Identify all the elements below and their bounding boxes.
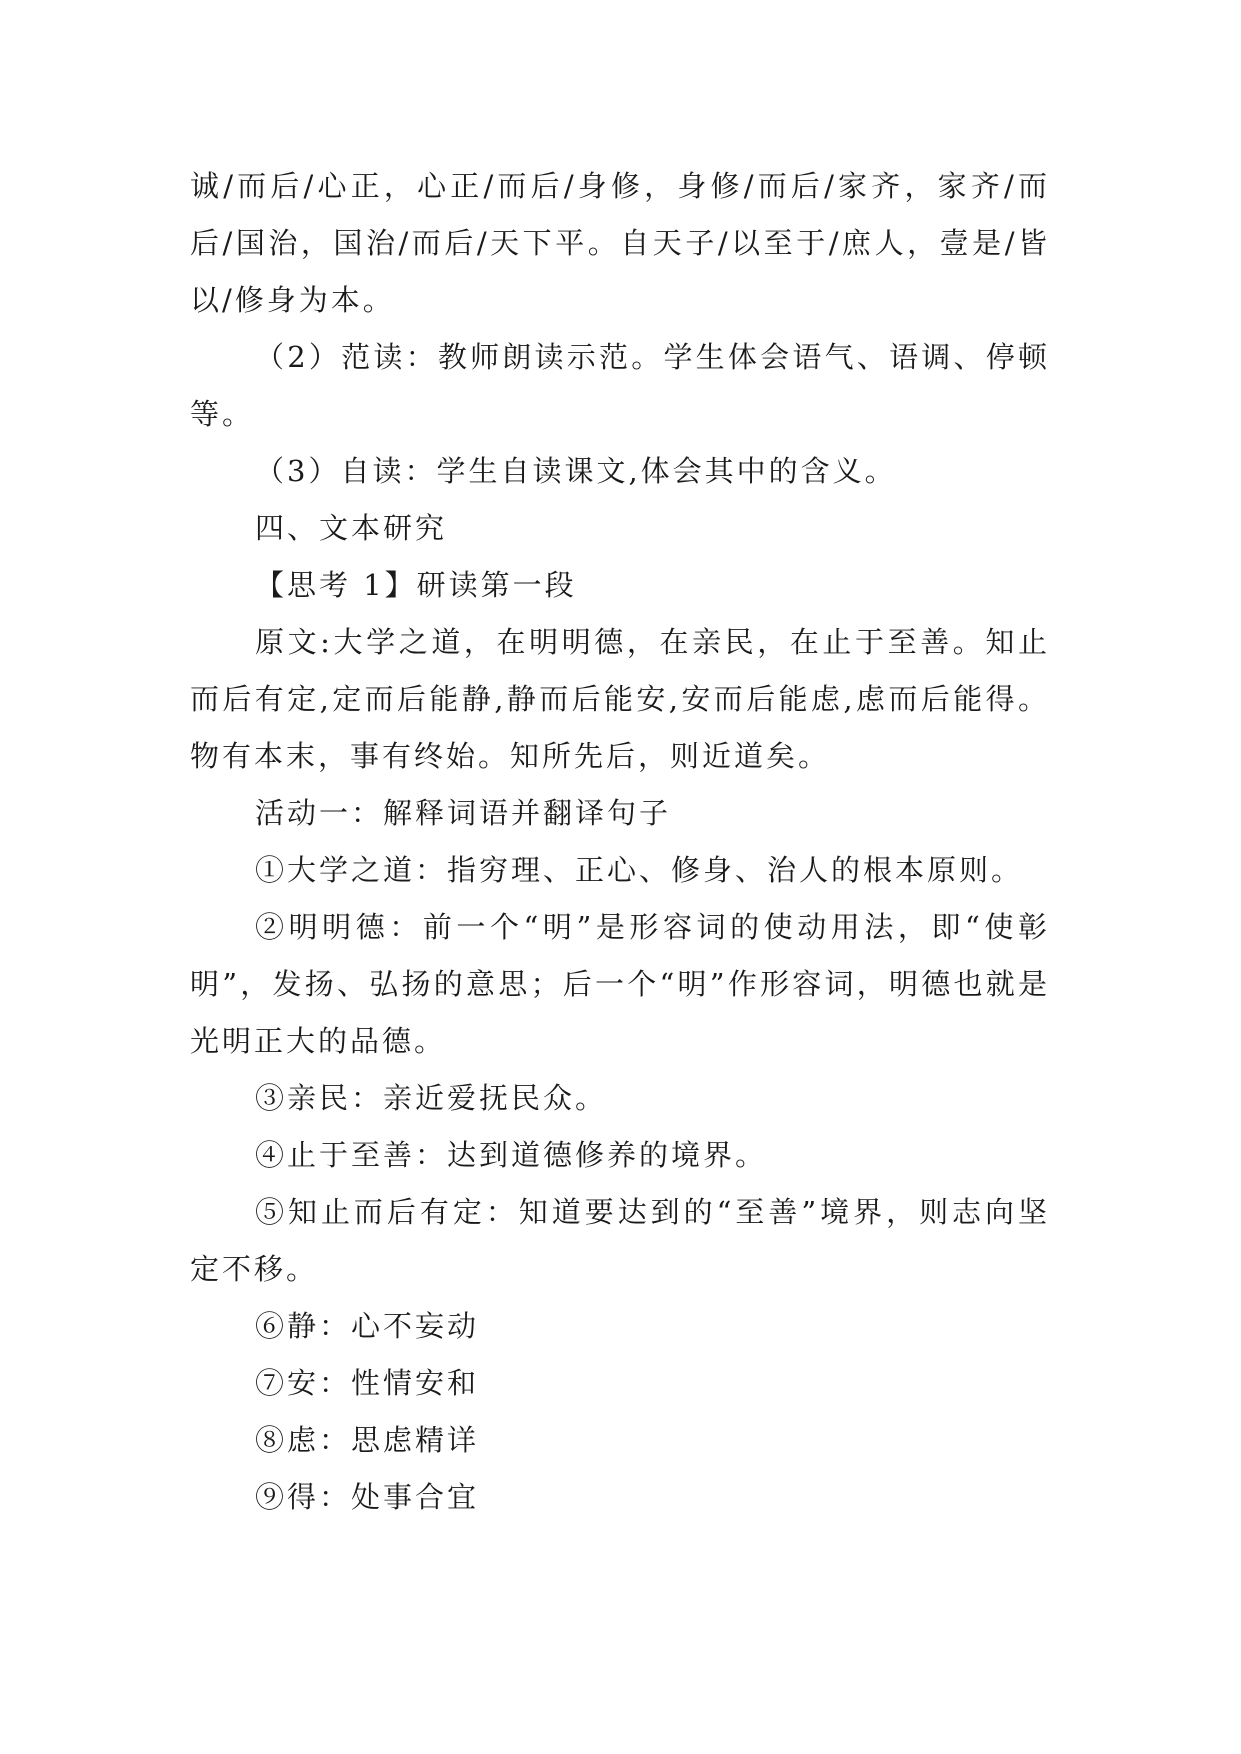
gloss-item: ⑨得：处事合宜 bbox=[255, 1480, 480, 1514]
paragraph-continuation: 诚/而后/心正，心正/而后/身修，身修/而后/家齐，家齐/而后/国治，国治/而后/天下平。自天子/以至于/庶人，壹是/皆以/修身为本。 bbox=[190, 169, 1050, 317]
gloss-item: ②明明德：前一个“明”是形容词的使动用法，即“使彰明”，发扬、弘扬的意思；后一个“明”作形容词，明德也就是光明正大的品德。 bbox=[190, 910, 1050, 1058]
gloss-item: ①大学之道：指穷理、正心、修身、治人的根本原则。 bbox=[255, 853, 1024, 887]
section-heading: 四、文本研究 bbox=[255, 511, 448, 545]
gloss-item: ⑤知止而后有定：知道要达到的“至善”境界，则志向坚定不移。 bbox=[190, 1195, 1050, 1286]
gloss-item: ⑥静：心不妄动 bbox=[255, 1309, 480, 1343]
activity-heading: 活动一：解释词语并翻译句子 bbox=[255, 796, 672, 830]
paragraph-original-text: 原文:大学之道，在明明德，在亲民，在止于至善。知止而后有定,定而后能静,静而后能安,安而后能虑,虑而后能得。物有本末，事有终始。知所先后，则近道矣。 bbox=[190, 625, 1050, 773]
document-body bbox=[190, 158, 1050, 1526]
paragraph-self-reading: （3）自读：学生自读课文,体会其中的含义。 bbox=[255, 454, 897, 488]
gloss-item: ④止于至善：达到道德修养的境界。 bbox=[255, 1138, 768, 1172]
paragraph-model-reading: （2）范读：教师朗读示范。学生体会语气、语调、停顿等。 bbox=[190, 340, 1050, 431]
gloss-item: ⑦安：性情安和 bbox=[255, 1366, 480, 1400]
subsection-heading: 【思考 1】研读第一段 bbox=[255, 568, 577, 602]
gloss-item: ③亲民：亲近爱抚民众。 bbox=[255, 1081, 608, 1115]
gloss-item: ⑧虑：思虑精详 bbox=[255, 1423, 480, 1457]
